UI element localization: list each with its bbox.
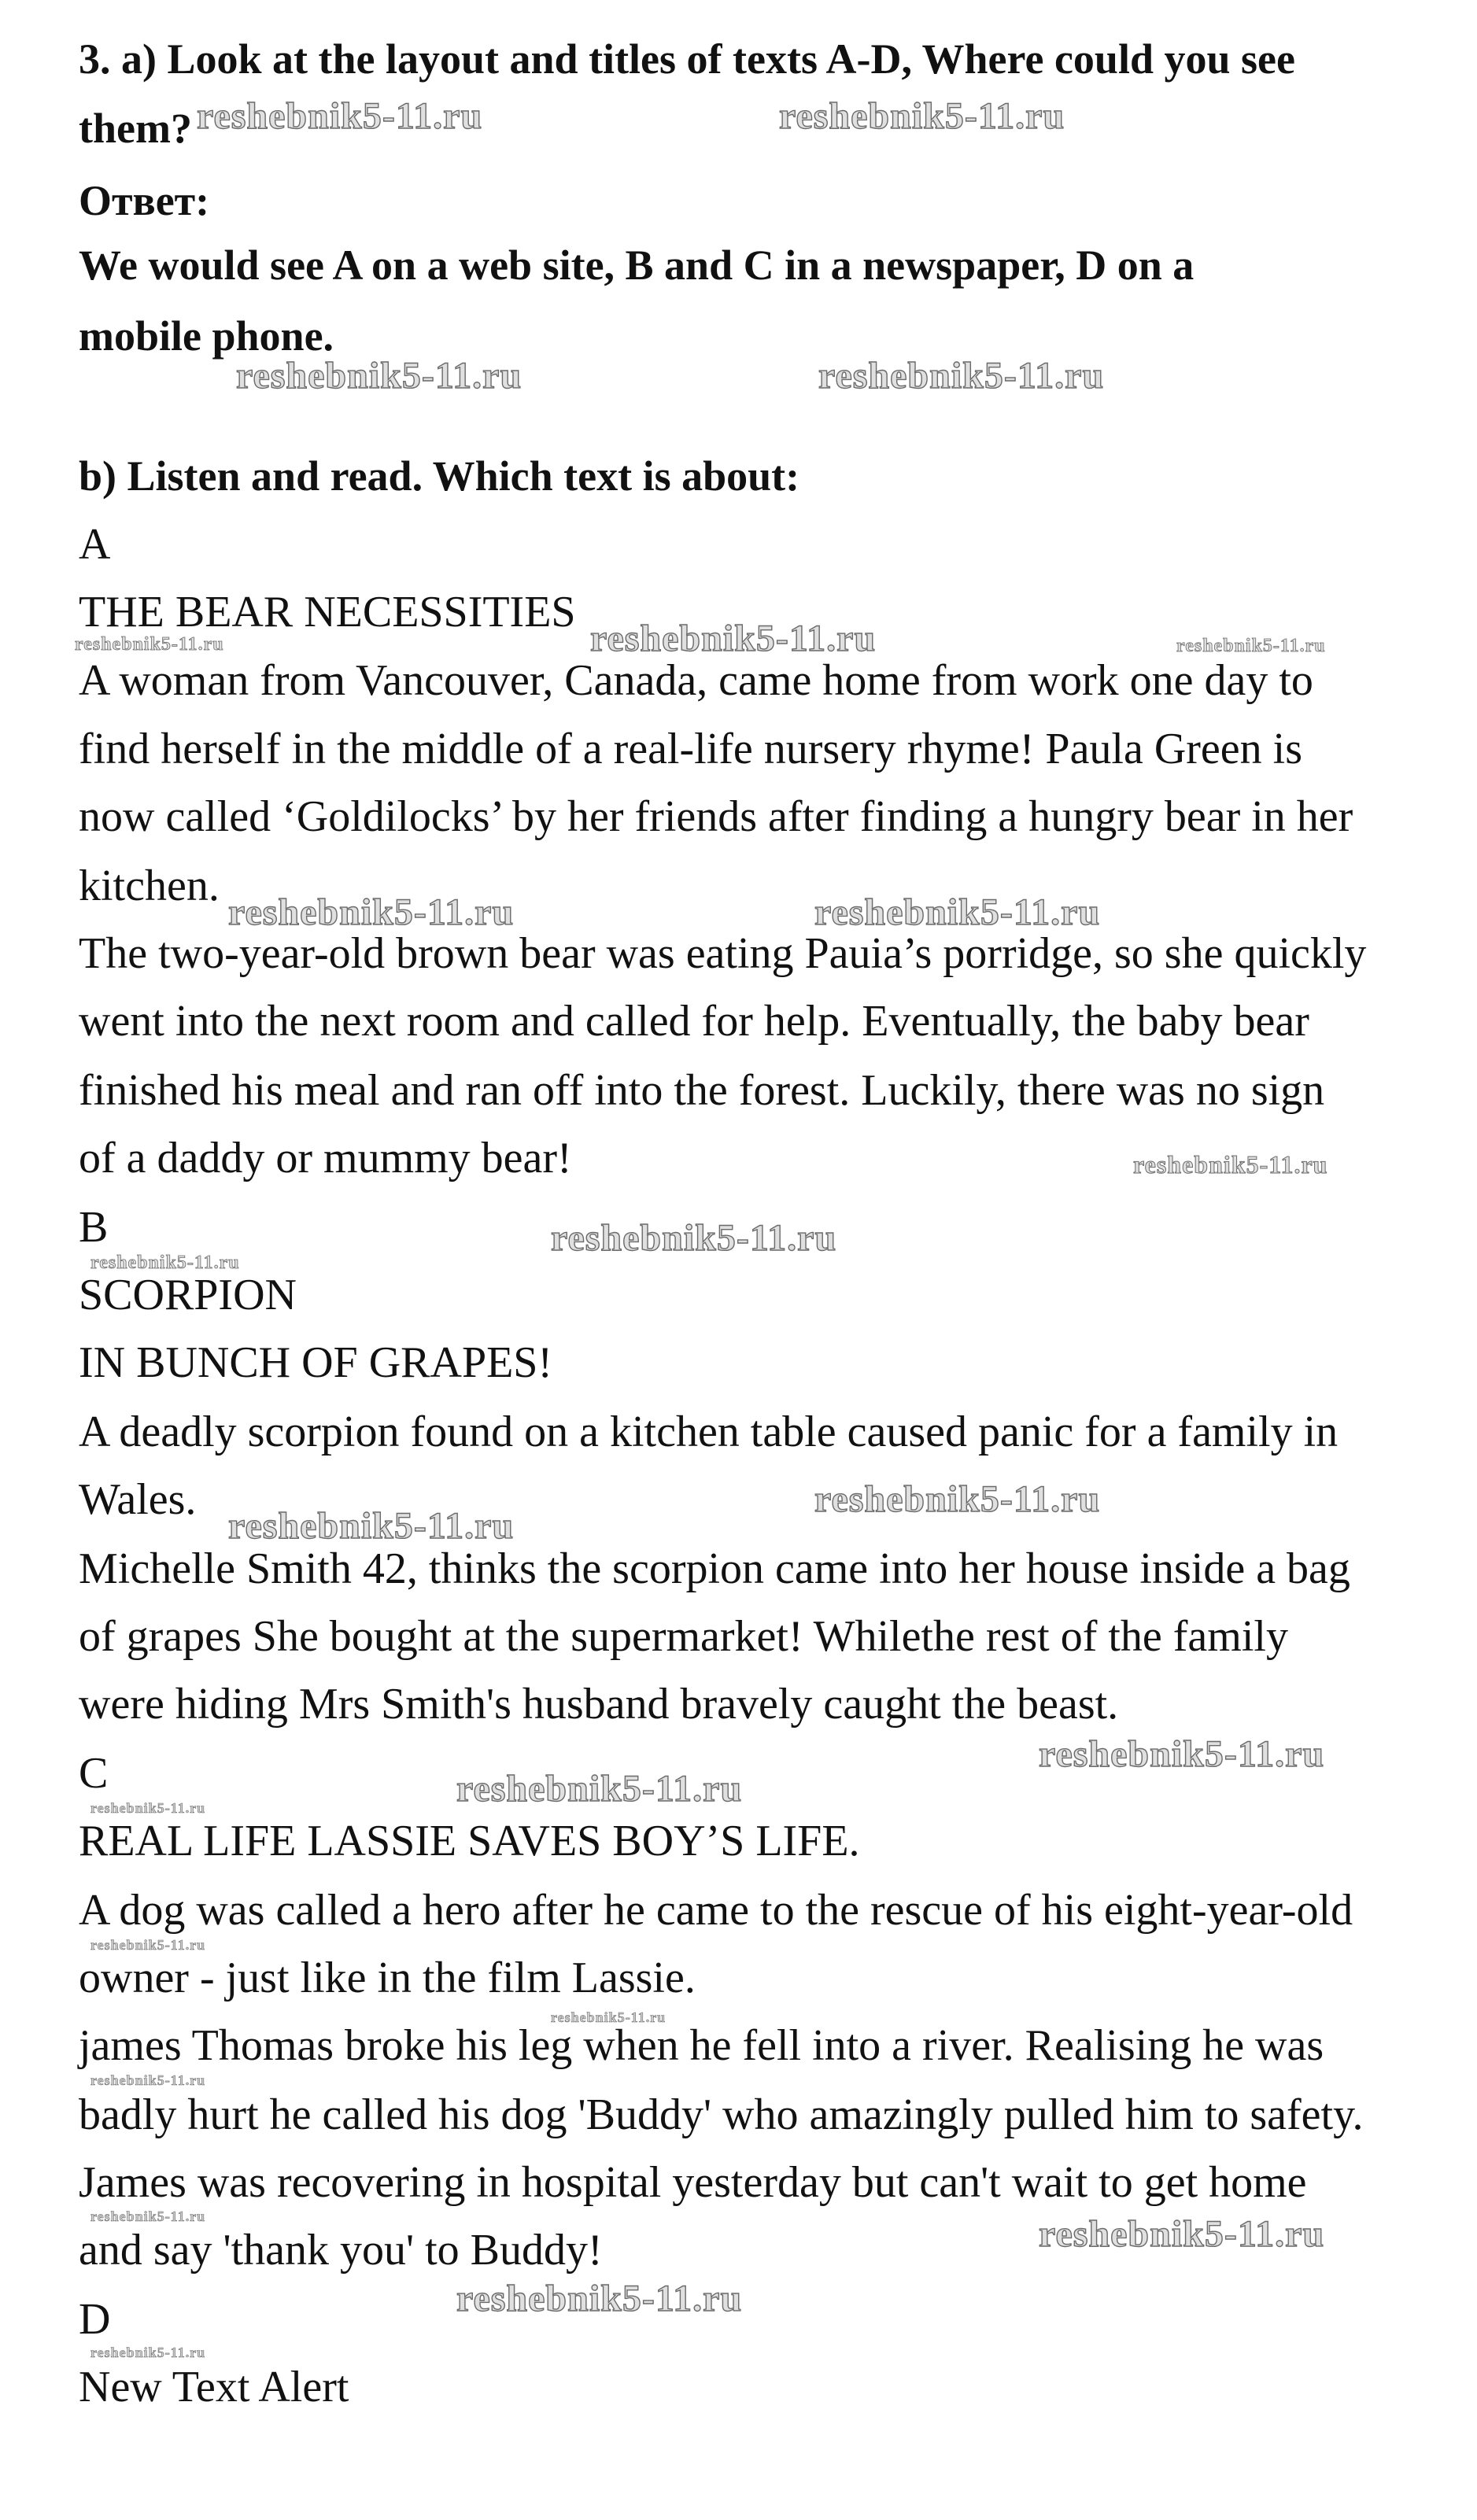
text-c-line-5: James was recovering in hospital yesterday but can't wait to get home: [79, 2158, 1307, 2207]
watermark: reshebnik5-11.ru: [228, 1505, 515, 1547]
text-b-line-5: were hiding Mrs Smith's husband bravely caught the beast.: [79, 1680, 1119, 1729]
watermark: reshebnik5-11.ru: [551, 1217, 837, 1259]
text-b-title-line-2: IN BUNCH OF GRAPES!: [79, 1338, 553, 1387]
text-b-line-3: Michelle Smith 42, thinks the scorpion came into her house inside a bag: [79, 1544, 1350, 1593]
watermark: reshebnik5-11.ru: [818, 355, 1105, 397]
text-c-title: REAL LIFE LASSIE SAVES BOY’S LIFE.: [79, 1817, 860, 1865]
text-c-line-1: A dog was called a hero after he came to the rescue of his eight-year-old: [79, 1886, 1353, 1935]
watermark: reshebnik5-11.ru: [1039, 2213, 1325, 2255]
watermark: reshebnik5-11.ru: [814, 1478, 1101, 1520]
text-b-line-4: of grapes She bought at the supermarket! Whilethe rest of the family: [79, 1612, 1288, 1661]
watermark: reshebnik5-11.ru: [779, 95, 1065, 137]
text-a-line-2: find herself in the middle of a real-life nursery rhyme! Paula Green is: [79, 725, 1302, 773]
watermark: reshebnik5-11.ru: [1039, 1733, 1325, 1775]
text-c-line-6: and say 'thank you' to Buddy!: [79, 2226, 603, 2275]
question-a-line-1: 3. a) Look at the layout and titles of texts A-D, Where could you see: [79, 35, 1295, 83]
text-b-letter: B: [79, 1203, 109, 1252]
text-c-line-4: badly hurt he called his dog 'Buddy' who amazingly pulled him to safety.: [79, 2090, 1364, 2139]
text-a-letter: A: [79, 520, 111, 569]
watermark: reshebnik5-11.ru: [814, 891, 1101, 933]
watermark: reshebnik5-11.ru: [75, 634, 224, 655]
text-a-line-6: went into the next room and called for help. Eventually, the baby bear: [79, 997, 1309, 1046]
watermark: reshebnik5-11.ru: [236, 355, 522, 397]
watermark: reshebnik5-11.ru: [90, 2345, 206, 2360]
text-b-line-2: Wales.: [79, 1475, 197, 1524]
answer-label: Ответ:: [79, 177, 210, 224]
text-a-title: THE BEAR NECESSITIES: [79, 588, 576, 636]
question-a-line-2: them?: [79, 105, 192, 152]
text-a-line-1: A woman from Vancouver, Canada, came home from work one day to: [79, 656, 1313, 705]
text-c-letter: C: [79, 1749, 109, 1798]
text-a-line-5: The two-year-old brown bear was eating Pauia’s porridge, so she quickly: [79, 929, 1367, 978]
text-a-line-8: of a daddy or mummy bear!: [79, 1134, 572, 1183]
text-c-line-3: james Thomas broke his leg when he fell into a river. Realising he was: [79, 2021, 1324, 2070]
watermark: reshebnik5-11.ru: [228, 891, 515, 933]
watermark: reshebnik5-11.ru: [1133, 1150, 1328, 1179]
text-b-title-line-1: SCORPION: [79, 1271, 297, 1319]
watermark: reshebnik5-11.ru: [551, 2009, 666, 2025]
watermark: reshebnik5-11.ru: [1176, 636, 1326, 656]
text-b-line-1: A deadly scorpion found on a kitchen table caused panic for a family in: [79, 1408, 1339, 1456]
watermark: reshebnik5-11.ru: [456, 1768, 743, 1810]
watermark: reshebnik5-11.ru: [456, 2278, 743, 2319]
text-d-letter: D: [79, 2295, 111, 2344]
watermark: reshebnik5-11.ru: [90, 2072, 206, 2088]
watermark: reshebnik5-11.ru: [197, 95, 483, 137]
text-a-line-4: kitchen.: [79, 862, 220, 910]
answer-line-2: mobile phone.: [79, 312, 334, 360]
text-a-line-3: now called ‘Goldilocks’ by her friends after finding a hungry bear in her: [79, 792, 1353, 841]
watermark: reshebnik5-11.ru: [590, 618, 877, 659]
text-c-line-2: owner - just like in the film Lassie.: [79, 1954, 696, 2002]
text-a-line-7: finished his meal and ran off into the forest. Luckily, there was no sign: [79, 1066, 1325, 1115]
question-b-heading: b) Listen and read. Which text is about:: [79, 452, 800, 500]
watermark: reshebnik5-11.ru: [90, 1800, 206, 1816]
watermark: reshebnik5-11.ru: [90, 1253, 240, 1273]
watermark: reshebnik5-11.ru: [90, 2208, 206, 2224]
answer-line-1: We would see A on a web site, B and C in a newspaper, D on a: [79, 242, 1195, 289]
text-d-title: New Text Alert: [79, 2363, 349, 2411]
watermark: reshebnik5-11.ru: [90, 1937, 206, 1953]
